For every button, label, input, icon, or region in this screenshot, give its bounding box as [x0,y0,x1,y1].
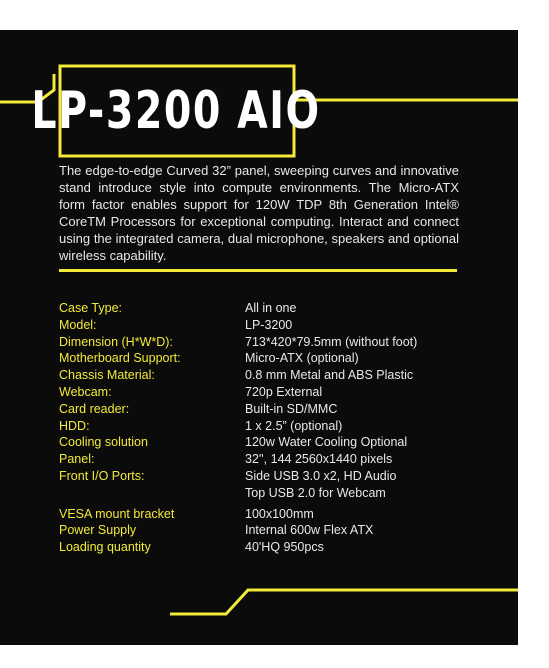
spec-key: Chassis Material: [59,368,155,383]
spec-row [59,434,479,451]
spec-key: Webcam: [59,384,112,399]
spec-row [59,350,479,367]
spec-value: 120w Water Cooling Optional [245,435,408,450]
spec-row [59,506,479,523]
spec-key: Model: [59,317,97,332]
spec-value: LP-3200 [245,317,293,332]
spec-value: Top USB 2.0 for Webcam [245,485,386,500]
spec-value: 720p External [245,384,323,399]
spec-sheet-panel [0,30,518,645]
spec-row [59,334,479,351]
spec-value: 0.8 mm Metal and ABS Plastic [245,368,414,383]
spec-key: Case Type: [59,301,123,315]
spec-row [59,485,479,502]
spec-key: Cooling solution [59,435,148,450]
spec-list [59,300,479,556]
spec-value: 713*420*79.5mm (without foot) [245,334,418,349]
spec-value: Internal 600w Flex ATX [245,523,374,538]
spec-value: 100x100mm [245,506,314,521]
spec-key: Front I/O Ports: [59,468,145,483]
spec-value: 40'HQ 950pcs [245,540,324,555]
spec-row [59,522,479,539]
spec-row [59,468,479,485]
spec-value: 1 x 2.5” (optional) [245,418,343,433]
spec-value: Micro-ATX (optional) [245,351,359,366]
spec-key: VESA mount bracket [59,506,175,521]
spec-row [59,300,479,317]
spec-value: All in one [245,301,297,315]
spec-row [59,384,479,401]
spec-row [59,317,479,334]
bottom-accent-line [170,590,518,614]
spec-key: Card reader: [59,401,130,416]
spec-row [59,539,479,556]
spec-key: Motherboard Support: [59,351,181,366]
spec-row [59,451,479,468]
section-divider [59,269,457,272]
product-title: LP-3200 AIO [31,81,321,141]
spec-value: 32'', 144 2560x1440 pixels [245,452,393,467]
spec-key: Panel: [59,452,95,467]
spec-value: Side USB 3.0 x2, HD Audio [245,468,397,483]
spec-row [59,401,479,418]
spec-key: Power Supply [59,523,137,538]
product-description: The edge-to-edge Curved 32” panel, sweeping curves and innovative stand introduce style into compute environments. The Micro-ATX form factor enables support for 120W TDP 8th Generation Intel® CoreTM Processors for exceptional computing. Interact and connect using the integrated camera, dual microphone, speakers and optional wireless capability. [59,163,459,263]
spec-key: Loading quantity [59,540,151,555]
spec-key: Dimension (H*W*D): [59,334,173,349]
spec-key: HDD: [59,418,90,433]
spec-row [59,367,479,384]
spec-row [59,418,479,435]
spec-key [59,485,245,502]
spec-value: Built-in SD/MMC [245,401,338,416]
